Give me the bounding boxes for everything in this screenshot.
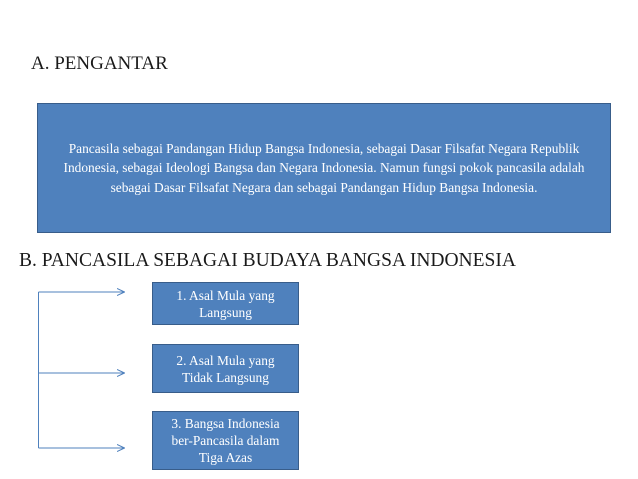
- item-label: 1. Asal Mula yang Langsung: [176, 287, 275, 320]
- item-box-tiga-azas: [152, 411, 299, 470]
- item-box-asal-mula-tidak-langsung: [152, 344, 299, 393]
- item-label: 3. Bangsa Indonesia ber-Pancasila dalam Tiga Azas: [171, 416, 280, 465]
- intro-box: [37, 103, 611, 233]
- item-box-asal-mula-langsung: [152, 282, 299, 325]
- item-label: 2. Asal Mula yang Tidak Langsung: [176, 352, 275, 385]
- section-b-heading: B. PANCASILA SEBAGAI BUDAYA BANGSA INDONESIA: [19, 250, 516, 271]
- intro-text: Pancasila sebagai Pandangan Hidup Bangsa Indonesia, sebagai Dasar Filsafat Negara Republik Indonesia, sebagai Ideologi Bangsa dan Negara Indonesia. Namun fungsi pokok pancasila adalah sebagai Dasar Filsafat Negara dan sebagai Pandangan Hidup Bangsa Indonesia.: [63, 140, 585, 195]
- section-a-heading: A. PENGANTAR: [31, 53, 168, 74]
